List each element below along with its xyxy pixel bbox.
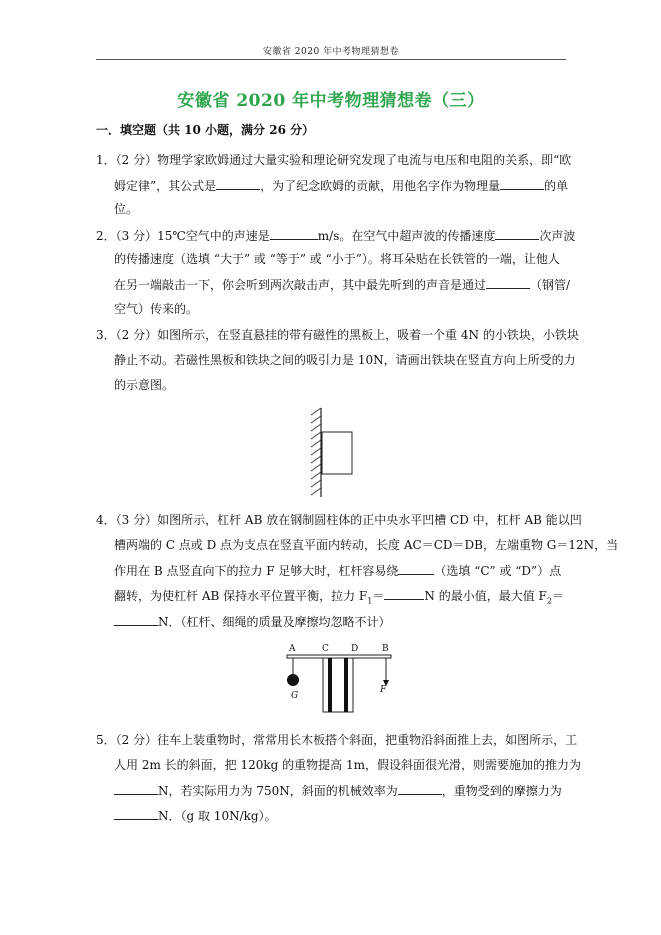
weight-ball (287, 674, 299, 686)
answer-blank[interactable] (384, 588, 424, 600)
label-g: G (291, 691, 299, 701)
q1-line-1: 1．（2 分）物理学家欧姆通过大量实验和理论研究发现了电流与电压和电阻的关系，即“欧 (96, 153, 572, 167)
q3-line-3: 的示意图。 (114, 378, 175, 392)
answer-blank[interactable] (114, 808, 158, 820)
page-header: 安徽省 2020 年中考物理猜想卷 (262, 47, 400, 57)
q5-line-3: N，若实际用力为 750N，斜面的机械效率为 ，重物受到的摩擦力为 (114, 783, 562, 798)
q4-line-3: 作用在 B 点竖直向下的拉力 F 足够大时，杠杆容易绕 （选填 “C” 或 “D”）点 (114, 564, 562, 578)
answer-blank[interactable] (495, 228, 539, 240)
answer-blank[interactable] (114, 614, 158, 626)
label-b: B (382, 644, 389, 654)
q4-line-4: 翻转，为使杠杆 AB 保持水平位置平衡，拉力 $F_1= N$ 的最小值，最大值 $F_2=$ (114, 589, 564, 606)
section-heading: 一．填空题（共 10 小题，满分 26 分） (96, 123, 315, 137)
q4-line-1: 4．（3 分）如图所示，杠杆 AB 放在钢制圆柱体的正中央水平凹槽 CD 中，杠杆 AB 能以凹 (96, 513, 582, 527)
header-rule (96, 59, 566, 60)
q5-line-1: 5．（2 分）往车上装重物时，常常用长木板搭个斜面，把重物沿斜面推上去，如图所示，工 (96, 733, 578, 747)
q3-line-1: 3．（2 分）如图所示，在竖直悬挂的带有磁性的黑板上，吸着一个重 4N 的小铁块，小铁块 (96, 328, 579, 342)
answer-blank[interactable] (398, 783, 442, 795)
q4-line-2: 槽两端的 C 点或 D 点为支点在竖直平面内转动，长度 AC＝CD＝DB，左端重物 G＝12N，当 (114, 538, 619, 552)
label-d: D (351, 644, 359, 654)
answer-blank[interactable] (270, 228, 318, 240)
q2-line-3: 在另一端敲击一下，你会听到两次敲击声，其中最先听到的声音是通过 （钢管/ (114, 278, 571, 292)
page-title: 安徽省 2020 年中考物理猜想卷（三） (177, 91, 485, 111)
magnetic-board-figure (300, 405, 360, 500)
iron-block (322, 432, 352, 474)
q1-line-3: 位。 (114, 202, 139, 216)
answer-blank[interactable] (216, 178, 260, 190)
q2-line-4: 空气）传来的。 (114, 302, 199, 316)
lever-figure (283, 642, 398, 714)
board-hatching (311, 408, 321, 495)
q5-line-2: 人用 2m 长的斜面，把 120kg 的重物提高 1m，假设斜面很光滑，则需要施加的推力为 (114, 758, 581, 772)
answer-blank[interactable] (398, 563, 434, 575)
q4-line-5: N．（杠杆、细绳的质量及摩擦均忽略不计） (114, 614, 391, 629)
q3-line-2: 静止不动。若磁性黑板和铁块之间的吸引力是 10N，请画出铁块在竖直方向上所受的力 (114, 353, 576, 367)
answer-blank[interactable] (114, 783, 158, 795)
answer-blank[interactable] (486, 277, 530, 289)
label-f: F (380, 685, 387, 695)
steel-cylinder (323, 658, 353, 712)
label-c: C (322, 644, 329, 654)
answer-blank[interactable] (500, 178, 544, 190)
q2-line-1: 2．（3 分）15℃空气中的声速是 m/s。在空气中超声波的传播速度 次声波 (96, 229, 576, 243)
q2-line-2: 的传播速度（选填 “大于” 或 “等于” 或 “小于”）。将耳朵贴在长铁管的一端，让他人 (114, 252, 560, 266)
q5-line-4: N．（g 取 10N/kg）。 (114, 808, 277, 823)
label-a: A (289, 644, 296, 654)
q1-line-2: 姆定律”，其公式是 ，为了纪念欧姆的贡献，用他名字作为物理量 的单 (114, 179, 569, 193)
